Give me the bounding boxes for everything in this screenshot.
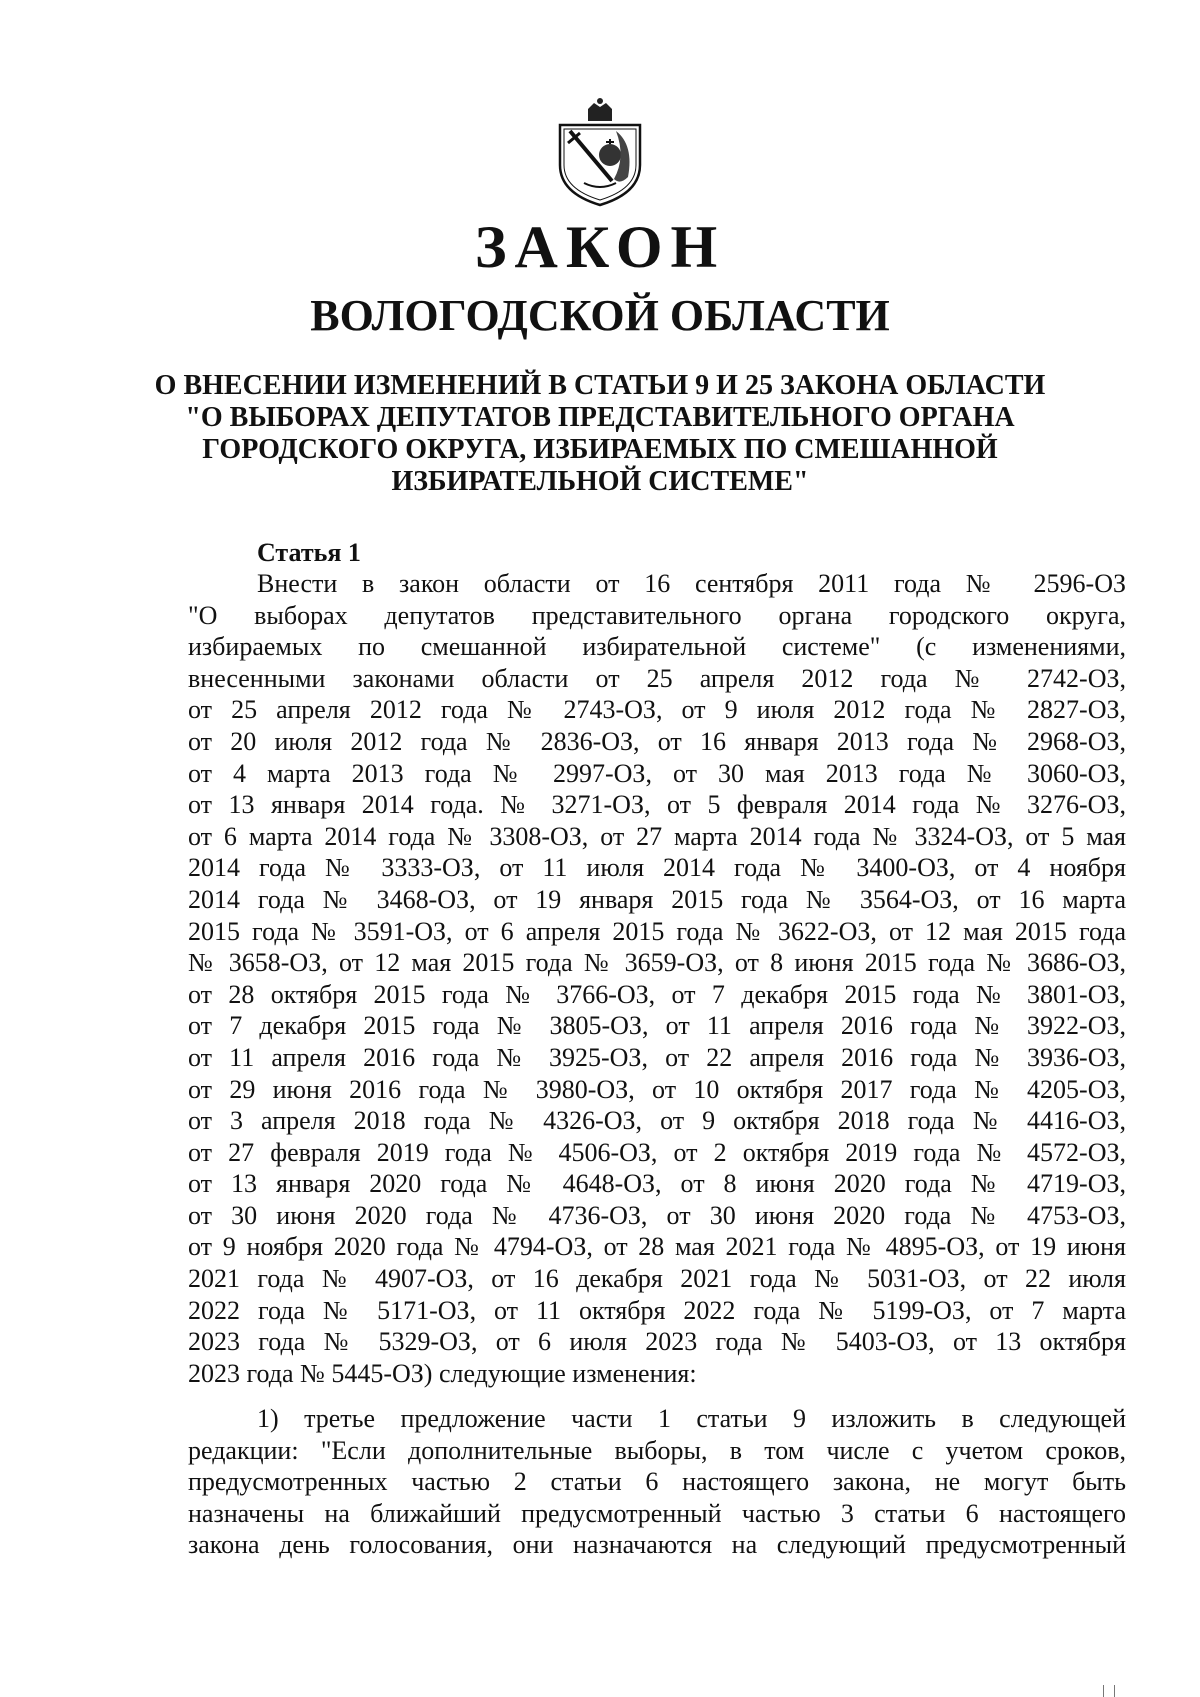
body-line: от 13 января 2014 года. № 3271-ОЗ, от 5 февраля 2014 года № 3276-ОЗ, [188, 790, 1126, 820]
body-line: избираемых по смешанной избирательной системе" (с изменениями, [188, 632, 1126, 662]
item-line: редакции: "Если дополнительные выборы, в том числе с учетом сроков, [188, 1435, 1126, 1465]
body-line: 2023 года № 5329-ОЗ, от 6 июля 2023 года № 5403-ОЗ, от 13 октября [188, 1327, 1126, 1357]
item-1 [188, 1403, 1126, 1561]
body-line: 2014 года № 3333-ОЗ, от 11 июля 2014 года № 3400-ОЗ, от 4 ноября [188, 853, 1126, 883]
article-heading: Статья 1 [257, 538, 361, 567]
body-line: от 29 июня 2016 года № 3980-ОЗ, от 10 октября 2017 года № 4205-ОЗ, [188, 1074, 1126, 1104]
body-line: от 25 апреля 2012 года № 2743-ОЗ, от 9 июля 2012 года № 2827-ОЗ, [188, 695, 1126, 725]
body-line: от 30 июня 2020 года № 4736-ОЗ, от 30 июня 2020 года № 4753-ОЗ, [188, 1200, 1126, 1230]
body-line: от 11 апреля 2016 года № 3925-ОЗ, от 22 апреля 2016 года № 3936-ОЗ, [188, 1042, 1126, 1072]
body-line: № 3658-ОЗ, от 12 мая 2015 года № 3659-ОЗ, от 8 июня 2015 года № 3686-ОЗ, [188, 948, 1126, 978]
body-line: "О выборах депутатов представительного органа городского округа, [188, 600, 1126, 630]
body-line: от 27 февраля 2019 года № 4506-ОЗ, от 2 октября 2019 года № 4572-ОЗ, [188, 1137, 1126, 1167]
body-line: от 7 декабря 2015 года № 3805-ОЗ, от 11 апреля 2016 года № 3922-ОЗ, [188, 1011, 1126, 1041]
body-line: от 3 апреля 2018 года № 4326-ОЗ, от 9 октября 2018 года № 4416-ОЗ, [188, 1106, 1126, 1136]
body-line: внесенными законами области от 25 апреля 2012 года № 2742-ОЗ, [188, 663, 1126, 693]
article-body [188, 568, 1126, 1389]
item-line: предусмотренных частью 2 статьи 6 настоящего закона, не могут быть [188, 1467, 1126, 1497]
document-subject [120, 370, 1080, 498]
coat-of-arms-emblem [554, 95, 646, 207]
item-line: закона день голосования, они назначаются на следующий предусмотренный [188, 1530, 1126, 1560]
subject-line: "О ВЫБОРАХ ДЕПУТАТОВ ПРЕДСТАВИТЕЛЬНОГО ОРГАНА [185, 402, 1015, 433]
body-line: 2022 года № 5171-ОЗ, от 11 октября 2022 года № 5199-ОЗ, от 7 марта [188, 1295, 1126, 1325]
body-line: 2021 года № 4907-ОЗ, от 16 декабря 2021 года № 5031-ОЗ, от 22 июля [188, 1264, 1126, 1294]
body-line: 2023 года № 5445-ОЗ) следующие изменения: [188, 1358, 697, 1388]
body-line: от 28 октября 2015 года № 3766-ОЗ, от 7 декабря 2015 года № 3801-ОЗ, [188, 979, 1126, 1009]
body-line: от 4 марта 2013 года № 2997-ОЗ, от 30 мая 2013 года № 3060-ОЗ, [188, 758, 1126, 788]
subject-line: ГОРОДСКОГО ОКРУГА, ИЗБИРАЕМЫХ ПО СМЕШАННОЙ [202, 434, 998, 465]
body-line: от 6 марта 2014 года № 3308-ОЗ, от 27 марта 2014 года № 3324-ОЗ, от 5 мая [188, 821, 1126, 851]
scan-mark [1103, 1685, 1115, 1697]
body-line: от 9 ноября 2020 года № 4794-ОЗ, от 28 мая 2021 года № 4895-ОЗ, от 19 июня [188, 1232, 1126, 1262]
body-line: от 20 июля 2012 года № 2836-ОЗ, от 16 января 2013 года № 2968-ОЗ, [188, 726, 1126, 756]
subject-line: О ВНЕСЕНИИ ИЗМЕНЕНИЙ В СТАТЬИ 9 И 25 ЗАКОНА ОБЛАСТИ [154, 370, 1046, 401]
body-line: 2015 года № 3591-ОЗ, от 6 апреля 2015 года № 3622-ОЗ, от 12 мая 2015 года [188, 916, 1126, 946]
item-line: 1) третье предложение части 1 статьи 9 изложить в следующей [257, 1404, 1126, 1433]
document-region: ВОЛОГОДСКОЙ ОБЛАСТИ [310, 291, 890, 340]
document-title: ЗАКОН [474, 214, 726, 280]
body-line: Внести в закон области от 16 сентября 2011 года № 2596-ОЗ [257, 569, 1126, 598]
body-line: от 13 января 2020 года № 4648-ОЗ, от 8 июня 2020 года № 4719-ОЗ, [188, 1169, 1126, 1199]
body-line: 2014 года № 3468-ОЗ, от 19 января 2015 года № 3564-ОЗ, от 16 марта [188, 884, 1126, 914]
subject-line: ИЗБИРАТЕЛЬНОЙ СИСТЕМЕ" [391, 466, 809, 497]
item-line: назначены на ближайший предусмотренный частью 3 статьи 6 настоящего [188, 1498, 1126, 1528]
